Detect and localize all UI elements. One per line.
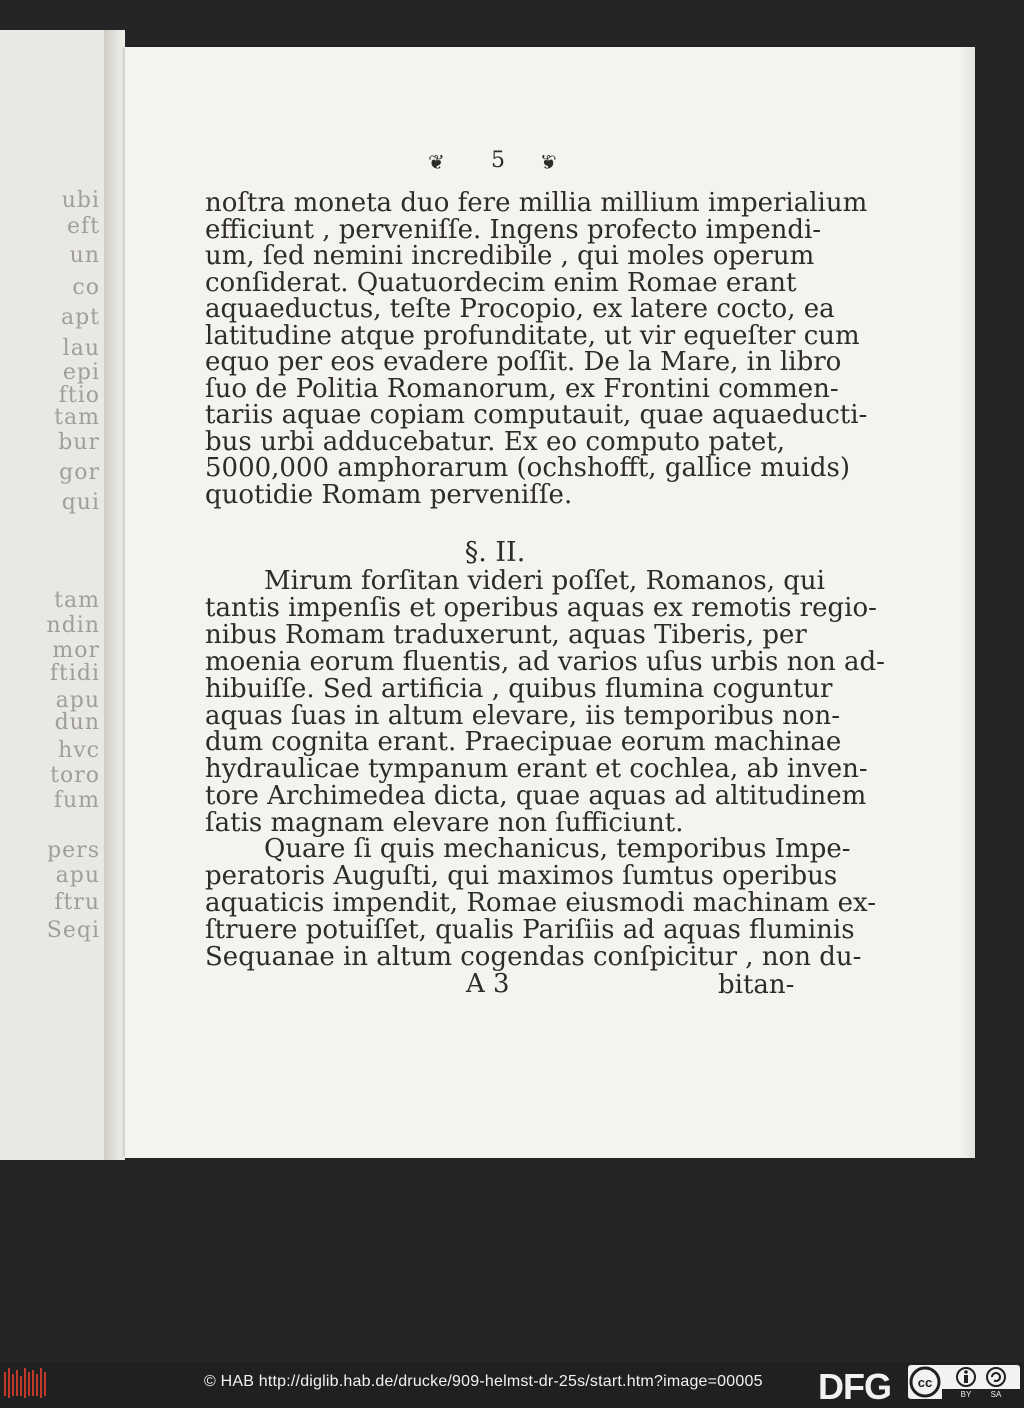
bleed-fragment: un xyxy=(69,243,100,268)
bleed-fragment: toro xyxy=(50,763,100,788)
sa-label: SA xyxy=(990,1390,1002,1399)
text-line: ſtruere potuiſſet, qualis Pariſiis ad aquas fluminis xyxy=(205,915,855,945)
left-page-gutter xyxy=(104,30,125,1160)
catchword: bitan- xyxy=(718,970,795,1000)
bleed-fragment: Seqi xyxy=(46,918,100,943)
signature-mark: A 3 xyxy=(466,969,510,999)
bleed-fragment: epi xyxy=(62,360,100,385)
text-line: hydraulicae tympanum erant et cochlea, ab inven- xyxy=(205,754,868,785)
bleed-fragment: lau xyxy=(62,336,100,361)
bleed-fragment: tam xyxy=(54,588,100,613)
ornament-right-icon: ❦ xyxy=(540,150,557,174)
text-line: moenia eorum fluentis, ad varios uſus urbis non ad- xyxy=(205,646,885,677)
bleed-fragment: bur xyxy=(58,430,100,455)
creative-commons-icon xyxy=(908,1365,1020,1399)
bleed-fragment: ftio xyxy=(58,383,100,408)
text-line: aquaticis impendit, Romae eiusmodi machinam ex- xyxy=(205,888,876,918)
bleed-fragment: co xyxy=(72,275,100,300)
text-line: hibuiſſe. Sed artificia , quibus flumina coguntur xyxy=(205,673,833,704)
text-line: ſuo de Politia Romanorum, ex Frontini commen- xyxy=(205,373,839,404)
barcode-icon xyxy=(4,1368,46,1398)
text-line: Mirum forſitan videri poſſet, Romanos, qui xyxy=(264,566,825,596)
bleed-fragment: qui xyxy=(61,490,100,515)
text-line: equo per eos evadere poſſit. De la Mare, in libro xyxy=(205,347,842,377)
text-line: aquas ſuas in altum elevare, iis temporibus non- xyxy=(205,700,841,731)
section-heading: §. II. xyxy=(464,537,526,568)
bleed-fragment: eft xyxy=(66,214,100,239)
text-line: Quare ſi quis mechanicus, temporibus Impe- xyxy=(264,834,851,864)
bleed-fragment: dun xyxy=(54,710,100,735)
text-line: noſtra moneta duo fere millia millium imperialium xyxy=(205,188,868,218)
text-line: um, ſed nemini incredibile , qui moles operum xyxy=(205,241,815,271)
ornament-left-icon: ❦ xyxy=(428,150,445,174)
bleed-fragment: fum xyxy=(53,788,100,813)
text-line: quotidie Romam perveniſſe. xyxy=(205,479,573,510)
text-line: bus urbi adducebatur. Ex eo computo patet, xyxy=(205,426,785,457)
sa-icon xyxy=(987,1368,1005,1386)
text-line: tariis aquae copiam computauit, quae aquaeducti- xyxy=(205,400,868,430)
text-line: dum cognita erant. Praecipuae eorum machinae xyxy=(205,727,842,758)
bleed-fragment: ndin xyxy=(46,613,100,638)
bleed-fragment: hvc xyxy=(58,738,100,763)
page-edge-shadow xyxy=(960,47,975,1158)
text-line: aquaeductus, teſte Procopio, ex latere cocto, ea xyxy=(205,294,835,324)
text-line: peratoris Auguſti, qui maximos ſumtus operibus xyxy=(205,861,838,891)
text-line: latitudine atque profunditate, ut vir equeſter cum xyxy=(205,320,860,351)
text-line: ſatis magnam elevare non ſufficiunt. xyxy=(205,808,684,839)
bleed-fragment: ubi xyxy=(61,188,100,213)
source-url-link[interactable]: © HAB http://diglib.hab.de/drucke/909-helmst-dr-25s/start.htm?image=00005 xyxy=(204,1373,763,1390)
by-label: BY xyxy=(960,1390,972,1399)
text-line: tore Archimedea dicta, quae aquas ad altitudinem xyxy=(205,781,867,812)
dfg-logo: DFG xyxy=(818,1366,891,1407)
bleed-fragment: gor xyxy=(59,460,100,485)
text-line: efficiunt , perveniſſe. Ingens profecto impendi- xyxy=(205,214,822,245)
bleed-fragment: pers xyxy=(47,838,100,863)
page-header xyxy=(428,148,568,176)
bleed-fragment: ftru xyxy=(54,890,100,915)
text-line: nibus Romam traduxerunt, aquas Tiberis, per xyxy=(205,619,807,650)
text-line: conſiderat. Quatuordecim enim Romae erant xyxy=(205,267,797,298)
text-line: Sequanae in altum cogendas conſpicitur , non du- xyxy=(205,942,862,972)
bleed-fragment: tam xyxy=(54,405,100,430)
text-line: tantis impenſis et operibus aquas ex remotis regio- xyxy=(205,592,877,623)
bleed-fragment: apt xyxy=(60,305,100,330)
page-number: 5 xyxy=(491,148,505,173)
bleed-fragment: apu xyxy=(55,863,100,888)
bleed-fragment: ftidi xyxy=(49,661,100,686)
footer-bar xyxy=(0,1362,1024,1407)
bleed-fragment: mor xyxy=(52,638,100,663)
text-line: 5000,000 amphorarum (ochshofft, gallice muids) xyxy=(205,453,850,483)
cc-label: cc xyxy=(917,1375,933,1390)
bleed-fragment: apu xyxy=(55,688,100,713)
